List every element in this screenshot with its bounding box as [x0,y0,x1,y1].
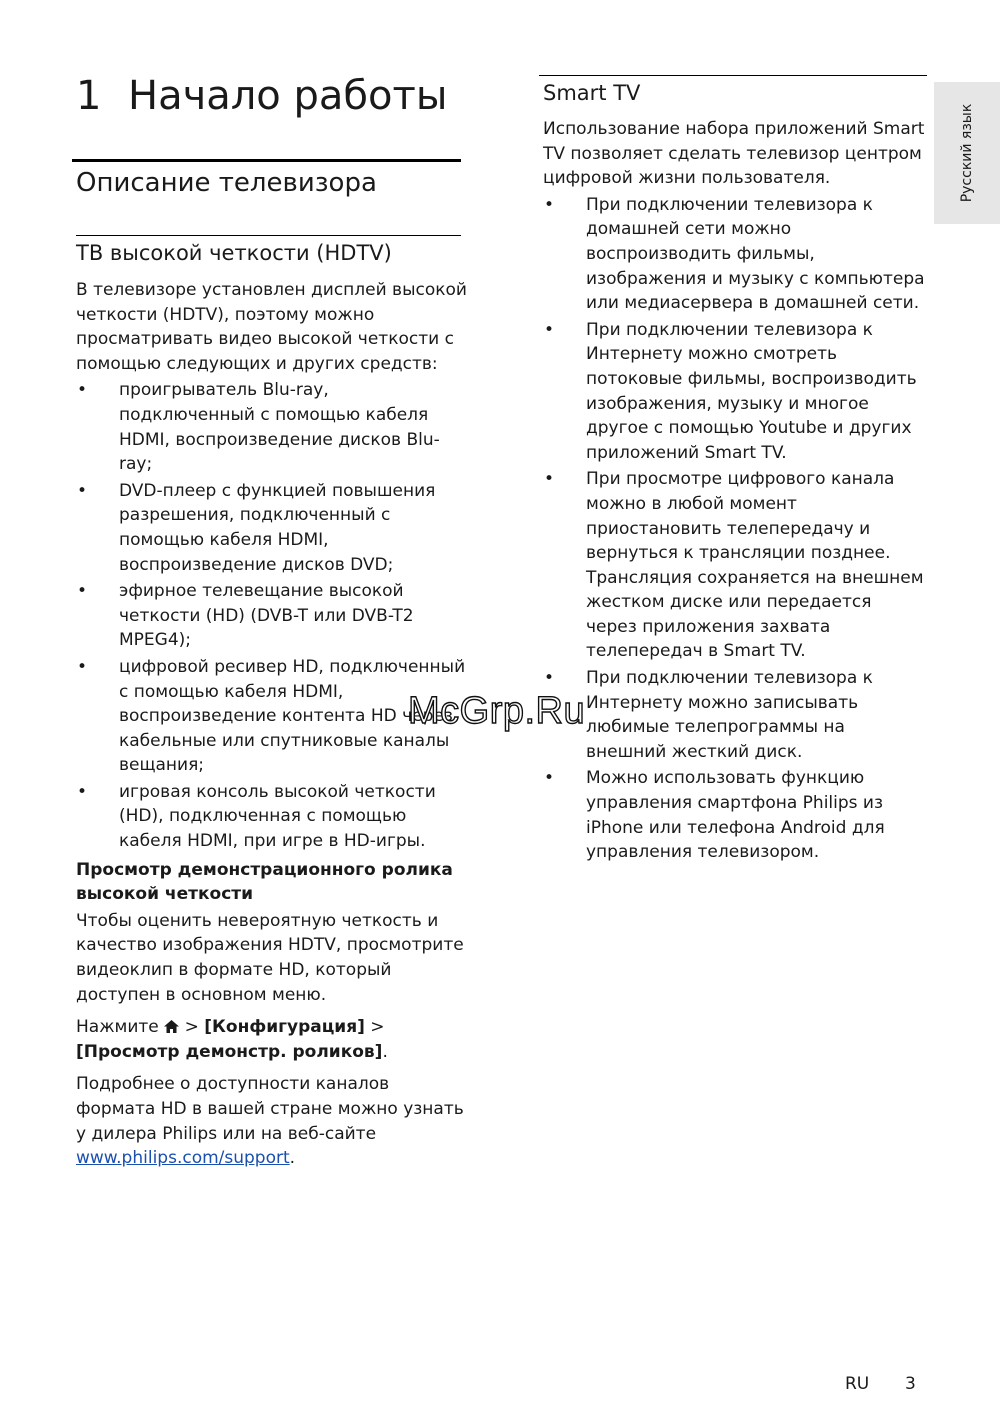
demo-text: Чтобы оценить невероятную четкость и качество изображения HDTV, просмотрите видеоклип в формате HD, который доступен в основном меню. [76,910,464,1005]
availability-paragraph [76,1072,468,1170]
smart-tv-rule [539,75,927,76]
right-column [543,117,927,868]
press-label: Нажмите [76,1017,159,1038]
chapter-rule [72,159,461,162]
smart-tv-intro: Использование набора приложений Smart TV позволяет сделать телевизор центром цифровой жизни пользователя. [543,119,925,189]
menu-separator: > [179,1017,205,1038]
chapter-title [76,72,447,120]
period: . [382,1041,388,1062]
availability-text: Подробнее о доступности каналов формата HD в вашей стране можно узнать у дилера Philips или на веб-сайте [76,1074,464,1144]
list-item: • При подключении телевизора к домашней сети можно воспроизводить фильмы, изображения и музыку с компьютера или медиасервера в домашней сети. [543,193,927,316]
hdtv-title: ТВ высокой четкости (HDTV) [76,241,392,265]
menu-config: [Конфигурация] [204,1017,365,1038]
hdtv-bullet-list [76,378,468,853]
menu-separator: > [364,1017,385,1038]
chapter-title-text: Начало работы [128,73,448,119]
hdtv-intro: В телевизоре установлен дисплей высокой четкости (HDTV), поэтому можно просматривать видео высокой четкости с помощью следующих и других средств: [76,280,467,374]
language-tab-label: Русский язык [959,103,975,203]
section-title: Описание телевизора [76,168,377,198]
footer-language: RU [845,1374,870,1394]
list-item: • эфирное телевещание высокой четкости (HD) (DVB-T или DVB-T2 MPEG4); [76,579,468,653]
list-item: • игровая консоль высокой четкости (HD), подключенная с помощью кабеля HDMI, при игре в HD-игры. [76,780,468,854]
watermark: McGrp.Ru [408,690,586,732]
list-item: • DVD-плеер с функцией повышения разрешения, подключенный с помощью кабеля HDMI, воспроизведение дисков DVD; [76,479,468,577]
demo-instructions [76,1015,468,1064]
list-item: • При просмотре цифрового канала можно в любой момент приостановить телепередачу и вернуться к трансляции позднее. Трансляция сохраняется на внешнем жестком диске или передается через приложения захвата телепередач в Smart TV. [543,467,927,664]
home-icon [164,1020,179,1033]
smart-tv-bullet-list [543,193,927,865]
list-item: • При подключении телевизора к Интернету можно смотреть потоковые фильмы, воспроизводить изображения, музыку и многое другое с помощью Youtube и других приложений Smart TV. [543,318,927,466]
list-item: • Можно использовать функцию управления смартфона Philips из iPhone или телефона Android для управления телевизором. [543,766,927,864]
list-item: • цифровой ресивер HD, подключенный с помощью кабеля HDMI, воспроизведение контента HD через кабельные или спутниковые каналы вещания; [76,655,468,778]
philips-support-link[interactable]: www.philips.com/support [76,1148,290,1169]
list-item: • При подключении телевизора к Интернету можно записывать любимые телепрограммы на внешний жесткий диск. [543,666,927,764]
demo-heading: Просмотр демонстрационного ролика высокой четкости [76,859,453,905]
footer-page-number: 3 [905,1374,916,1394]
smart-tv-title: Smart TV [543,81,641,105]
list-item: • проигрыватель Blu-ray, подключенный с помощью кабеля HDMI, воспроизведение дисков Blu-ray; [76,378,468,476]
menu-demo: [Просмотр демонстр. роликов] [76,1041,383,1062]
section-rule [76,235,461,236]
chapter-number: 1 [76,73,102,119]
link-suffix: . [289,1148,296,1169]
language-tab [934,82,1000,224]
